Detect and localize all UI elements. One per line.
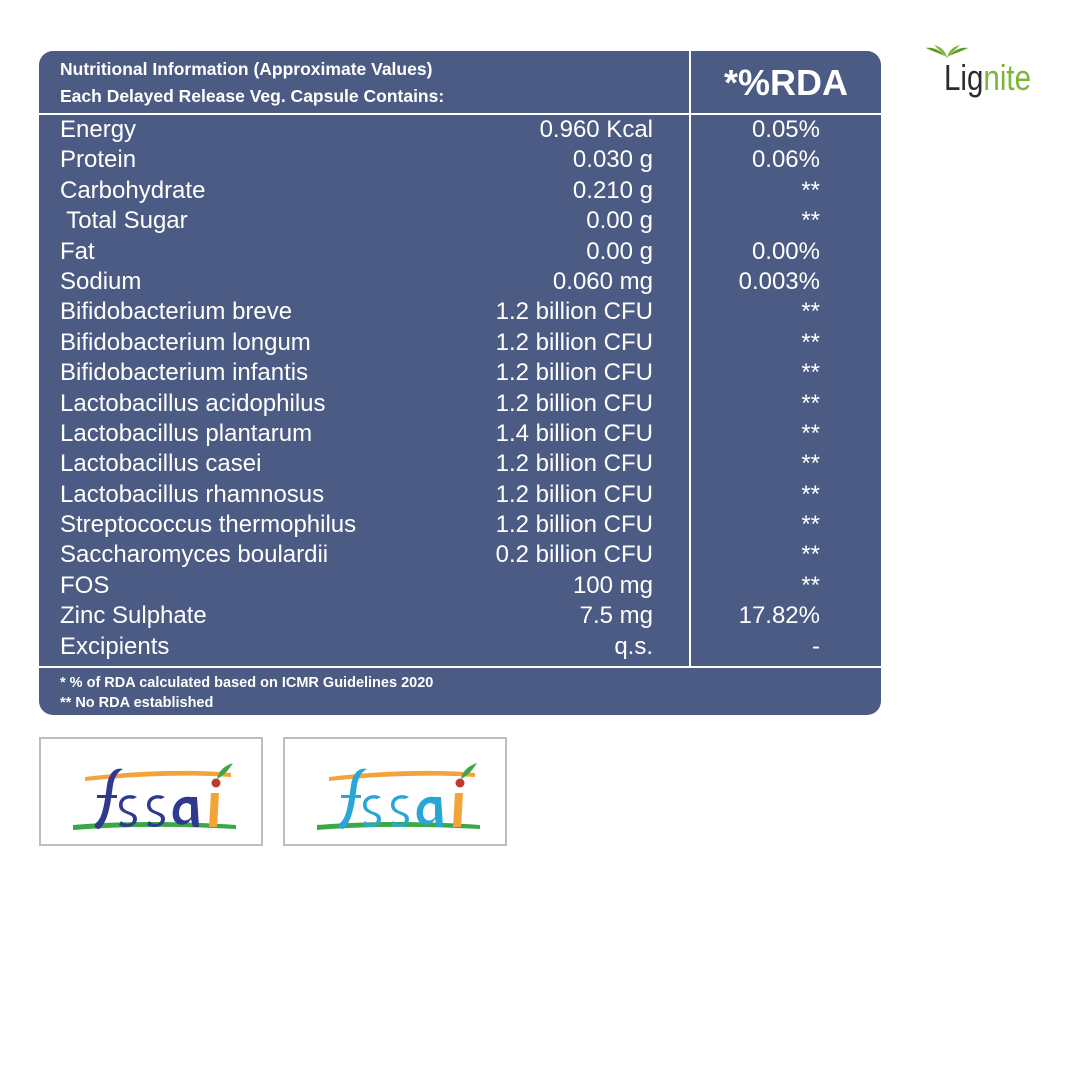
- table-row: [39, 480, 881, 510]
- nutrient-amount: 1.2 billion CFU: [495, 328, 653, 356]
- nutrient-name: Lactobacillus acidophilus: [60, 389, 326, 417]
- table-row: [39, 176, 881, 206]
- nutrient-name: Energy: [60, 116, 137, 143]
- nutrient-rda: **: [801, 419, 820, 447]
- footnote-no-rda: ** No RDA established: [60, 695, 214, 711]
- nutrient-amount: 100 mg: [572, 571, 653, 599]
- nutrient-rda: 0.06%: [751, 146, 820, 174]
- nutrient-name: Excipients: [60, 632, 170, 660]
- nutrient-amount: q.s.: [614, 632, 653, 660]
- nutrient-rda: **: [801, 450, 820, 478]
- nutrient-rda: **: [801, 480, 820, 508]
- fssai-logo-cyan: [283, 737, 507, 846]
- brand-logo: [920, 36, 1050, 100]
- nutrient-amount: 0.2 billion CFU: [495, 541, 653, 569]
- nutrient-amount: 0.960 Kcal: [539, 116, 653, 143]
- nutrient-rda: -: [812, 632, 820, 660]
- table-row: [39, 389, 881, 419]
- nutrient-name: Protein: [60, 146, 137, 174]
- nutrient-rda: **: [801, 541, 820, 569]
- nutrient-amount: 1.4 billion CFU: [495, 419, 653, 447]
- nutrient-amount: 0.210 g: [572, 176, 653, 204]
- nutrient-rda: **: [801, 571, 820, 599]
- nutrient-rda: 0.05%: [751, 116, 820, 143]
- panel-header-subtitle: Each Delayed Release Veg. Capsule Contains:: [60, 86, 445, 106]
- nutrient-rda: **: [801, 389, 820, 417]
- table-row: [39, 297, 881, 327]
- nutrient-name: Lactobacillus plantarum: [60, 419, 313, 447]
- nutrient-name: Lactobacillus casei: [60, 450, 262, 478]
- nutrient-name: Saccharomyces boulardii: [60, 541, 329, 569]
- nutrient-rda: 0.00%: [751, 237, 820, 265]
- nutrient-amount: 1.2 billion CFU: [495, 450, 653, 478]
- nutrition-panel: [39, 51, 881, 715]
- panel-header-title: Nutritional Information (Approximate Values): [60, 59, 433, 79]
- table-row: [39, 632, 881, 662]
- table-row: [39, 571, 881, 601]
- nutrient-name: Streptococcus thermophilus: [60, 511, 357, 539]
- nutrient-name: Fat: [60, 237, 95, 265]
- table-row: [39, 145, 881, 175]
- nutrient-rda: **: [801, 207, 820, 235]
- table-row: [39, 267, 881, 297]
- nutrient-name: Bifidobacterium infantis: [60, 359, 309, 387]
- nutrient-name: Sodium: [60, 267, 142, 295]
- brand-name: [944, 58, 1031, 98]
- nutrient-amount: 7.5 mg: [579, 602, 653, 630]
- nutrient-name: Carbohydrate: [60, 176, 206, 204]
- nutrient-name: Bifidobacterium longum: [60, 328, 311, 356]
- rda-column-header: *%RDA: [723, 62, 848, 103]
- fssai-emblem: [285, 739, 505, 844]
- table-row: [39, 510, 881, 540]
- table-row: [39, 419, 881, 449]
- nutrient-rda: **: [801, 298, 820, 326]
- nutrient-rda: 17.82%: [738, 602, 820, 630]
- nutrient-amount: 1.2 billion CFU: [495, 359, 653, 387]
- table-row: [39, 237, 881, 267]
- nutrient-amount: 1.2 billion CFU: [495, 389, 653, 417]
- brand-name-dark: Lig: [944, 57, 984, 98]
- nutrient-rda: **: [801, 176, 820, 204]
- nutrient-name: Total Sugar: [60, 207, 188, 235]
- nutrient-amount: 0.00 g: [586, 237, 653, 265]
- nutrient-rda: **: [801, 359, 820, 387]
- nutrient-amount: 0.030 g: [572, 146, 653, 174]
- nutrient-amount: 1.2 billion CFU: [495, 480, 653, 508]
- table-row: [39, 449, 881, 479]
- table-row: [39, 328, 881, 358]
- fssai-emblem: [41, 739, 261, 844]
- nutrient-rda: 0.003%: [738, 267, 820, 295]
- nutrient-amount: 0.00 g: [586, 207, 653, 235]
- nutrient-rda: **: [801, 511, 820, 539]
- nutrient-rda: **: [801, 328, 820, 356]
- nutrient-amount: 0.060 mg: [552, 267, 653, 295]
- nutrient-rows: [39, 115, 881, 662]
- nutrient-amount: 1.2 billion CFU: [495, 298, 653, 326]
- table-row: [39, 115, 881, 145]
- footer-divider: [39, 666, 881, 668]
- nutrient-name: Zinc Sulphate: [60, 602, 207, 630]
- brand-name-green: nite: [983, 57, 1031, 98]
- footnote-rda-basis: * % of RDA calculated based on ICMR Guidelines 2020: [60, 675, 434, 691]
- nutrient-name: Lactobacillus rhamnosus: [60, 480, 325, 508]
- nutrient-name: FOS: [60, 571, 110, 599]
- nutrient-amount: 1.2 billion CFU: [495, 511, 653, 539]
- table-row: [39, 206, 881, 236]
- table-row: [39, 358, 881, 388]
- nutrient-name: Bifidobacterium breve: [60, 298, 293, 326]
- table-row: [39, 601, 881, 631]
- table-row: [39, 540, 881, 570]
- fssai-logo-navy: [39, 737, 263, 846]
